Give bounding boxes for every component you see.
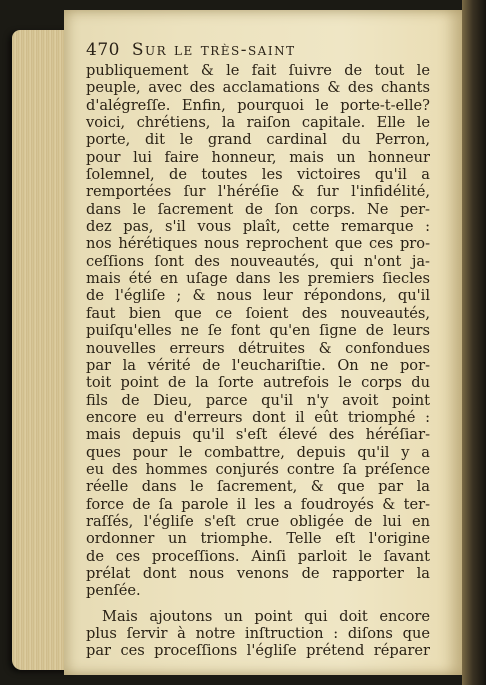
text-line: prélat dont nous venons de rapporter la [86, 564, 430, 582]
text-line: ordonner un triomphe. Telle eſt l'origine [86, 530, 430, 548]
text-line: nos hérétiques nous reprochent que ces pro- [86, 235, 430, 253]
text-line: porte, dit le grand cardinal du Perron, [86, 131, 430, 149]
text-line: mais depuis qu'il s'eſt élevé des héréſiar- [86, 426, 430, 444]
book-gutter [462, 0, 486, 685]
text-line: de l'égliſe ; & nous leur répondons, qu'il [86, 287, 430, 305]
text-line: raſſés, l'égliſe s'eſt crue obligée de lui en [86, 512, 430, 530]
text-line: ceſſions ſont des nouveautés, qui n'ont ja- [86, 252, 430, 270]
text-line: plus ſervir à notre inſtruction : diſons que [86, 625, 430, 642]
text-line: par ces proceſſions l'égliſe prétend réparer [86, 642, 430, 660]
text-line: pour lui faire honneur, mais un honneur [86, 148, 430, 166]
page-number: 470 [86, 40, 120, 60]
text-line: Mais ajoutons un point qui doit encore [102, 607, 430, 625]
running-head-title: Sur le très-saint [131, 40, 296, 60]
text-line: toit point de la ſorte autrefois le corps du [86, 374, 430, 392]
text-line: penſée. [86, 582, 141, 600]
text-line: réelle dans le ſacrement, & que par la [86, 478, 430, 496]
text-line: ques pour le combattre, depuis qu'il y a [86, 443, 430, 461]
text-line: remportées ſur l'héréſie & ſur l'infidélité, [86, 183, 430, 201]
running-header [86, 40, 416, 62]
text-line: mais été en uſage dans les premiers ſiecles [86, 270, 430, 288]
text-line: faut bien que ce ſoient des nouveautés, [86, 304, 430, 322]
text-line: eu des hommes conjurés contre ſa préſence [86, 460, 430, 478]
text-line: publiquement & le fait ſuivre de tout le [86, 62, 430, 79]
text-line: peuple, avec des acclamations & des chants [86, 79, 430, 97]
text-line: dez pas, s'il vous plaît, cette remarque : [86, 218, 430, 236]
text-line: puiſqu'elles ne ſe font qu'en ſigne de leurs [86, 322, 430, 340]
text-line: ſolemnel, de toutes les victoires qu'il a [86, 166, 430, 184]
text-line: par la vérité de l'euchariſtie. On ne por- [86, 356, 430, 374]
text-line: encore eu d'erreurs dont il eût triomphé : [86, 408, 430, 426]
text-line: nouvelles erreurs détruites & confondues [86, 339, 430, 357]
text-line: voici, chrétiens, la raiſon capitale. Elle le [86, 114, 430, 132]
text-line: dans le ſacrement de ſon corps. Ne per- [86, 200, 430, 218]
page-body-text [86, 62, 430, 660]
text-line: d'alégreſſe. Enfin, pourquoi le porte-t-elle? [86, 96, 430, 114]
text-line: fils de Dieu, parce qu'il n'y avoit point [86, 391, 430, 409]
text-line: force de ſa parole il les a foudroyés & ter- [86, 495, 430, 513]
text-line: de ces proceſſions. Ainſi parloit le ſavant [86, 547, 430, 565]
